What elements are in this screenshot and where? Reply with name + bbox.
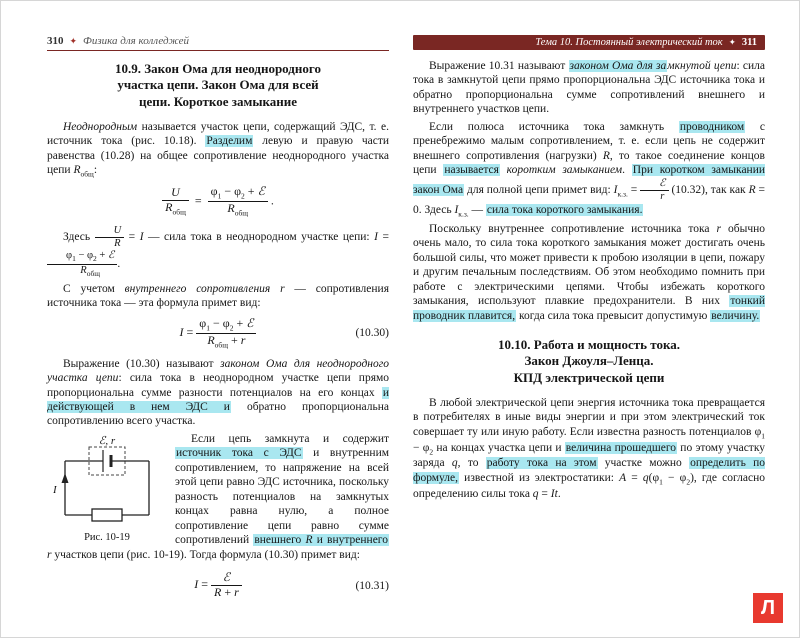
formula-10-30 [47,317,389,350]
page-number-right: 311 [741,37,757,48]
paragraph-closed-circuit: Если цепь замкнута и содержит источник тока с ЭДС и внутренним сопротивлением, то напряжение на всей этой цепи равно ЭДС источника, поскольку разность потенциалов на замкнутых концах равна нулю, а полное сопротивление цепи равно сумме сопротивлений внешнего R и внутреннего r участков цепи (рис. 10-19). Тогда формула (10.30) примет вид: [47,432,390,561]
section-heading-10-9: 10.9. Закон Ома для неоднородного участка цепи. Закон Ома для всей цепи. Короткое замыкание [115,61,321,109]
page-number-left: 310 [47,35,64,47]
equation-number-10-30: (10.30) [355,326,389,339]
logo-letter: Л [760,596,776,619]
circuit-wires [65,461,149,515]
figure-caption: Рис. 10-19 [84,531,130,543]
paragraph-short-circuit-danger: Поскольку внутреннее сопротивление источника тока r обычно очень мало, то сила тока короткого замыкания может достигать очень большой силы, что может привести к пробою изоляции в цепи, пожару и другим печальным последствиям. Об этом необходимо помнить при работе с электрическими цепями. Чтобы избежать короткого замыкания, используют плавкие предохранители. В них тонкий проводник плавится, когда сила тока превысит допустимую величину. [413,222,766,322]
equation-number-10-31: (10.31) [355,579,389,592]
paragraph-work-of-current: В любой электрической цепи энергия источника тока превращается в потребителях в иные виды энергии и при этом электрический ток совершает ту или иную работу. Если известна разность потенциалов $\varphi_1 - \varphi_2$ на концах участка цепи и величина прошедшего по этому участку заряда q, то работу тока на этом участке можно определить по формуле, известной из электростатики: $A = q(\varphi_1 - \varphi_2)$, где согласно определению силы тока q = It. [413,396,765,500]
section-heading-10-10: 10.10. Работа и мощность тока. Закон Джоуля–Ленца. КПД электрической цепи [497,337,681,385]
book-title: Физика для колледжей [83,35,189,47]
current-label: I [53,483,57,496]
current-arrow-icon [62,473,69,483]
circuit-diagram [51,435,163,529]
paragraph-current-inhomogeneous: Здесь $\frac{U}{R}$ = I — сила тока в неоднородном участке цепи: I = $\frac{\varphi_1 - \varphi_2 + ℰ}{R_{общ}}$ . [47,225,389,279]
diamond-icon: ✦ [69,36,78,46]
formula-10-30-body: I = $\frac{\varphi_1 - \varphi_2 + ℰ}{R_{общ} + r}$ [180,325,257,339]
labirint-logo [753,593,783,623]
right-page [413,35,765,504]
emf-label: ℰ, r [98,434,116,447]
circuit-figure [47,435,167,544]
chapter-title: Тема 10. Постоянный электрический ток [535,37,723,48]
left-page-header [47,35,389,51]
paragraph-ohm-law-inhomogeneous: Выражение (10.30) называют законом Ома для неоднородного участка цепи: сила тока в неоднородном участке цепи прямо пропорциональна сумме разности потенциалов на его концах и действующей в нем ЭДС и обратно пропорциональна сопротивлению всего участка. [47,357,390,428]
paragraph-ohm-law-closed: Выражение 10.31 называют законом Ома для замкнутой цепи: сила тока в замкнутой цепи прямо пропорциональна ЭДС источника тока и обратно пропорциональна сумме сопротивлений внешнего и внутреннего участков цепи. [413,60,766,116]
left-page [47,35,389,607]
formula-10-31 [47,571,389,600]
diamond-icon: ✦ [728,37,736,47]
formula-10-31-body: I = $\frac{\text{ℰ}}{R + r}$ [194,577,242,591]
paragraph-short-circuit: Если полюса источника тока замкнуть проводником с пренебрежимо малым сопротивлением, т. е. если цепь не содержит внешнего сопротивления (нагрузки) R, то такое соединение концов цепи называется коротким замыканием. При коротком замыкании закон Ома для полной цепи примет вид: $I_{к.з.}$ = $\frac{\text{ℰ}}{r}$ (10.32), так как R = 0. Здесь $I_{к.з.}$ — сила тока короткого замыкания. [413,120,766,219]
resistor-icon [92,509,122,521]
paragraph-internal-resistance: С учетом внутреннего сопротивления r — сопротивления источника тока — эта формула примет вид: [47,282,389,310]
chapter-header-bar [413,35,765,50]
paragraph-inhomogeneous-definition: Неоднородным называется участок цепи, содержащий ЭДС, т. е. источник тока (рис. 10.18). Разделим левую и правую части равенства (10.28) на общее сопротивление неоднородного участка цепи $R_{общ}$: [47,120,390,179]
formula-ohm-ratio: $\frac{U}{R_{общ}}$ = $\frac{\varphi_1 - \varphi_2 + ℰ}{R_{общ}}$ . [47,185,389,218]
